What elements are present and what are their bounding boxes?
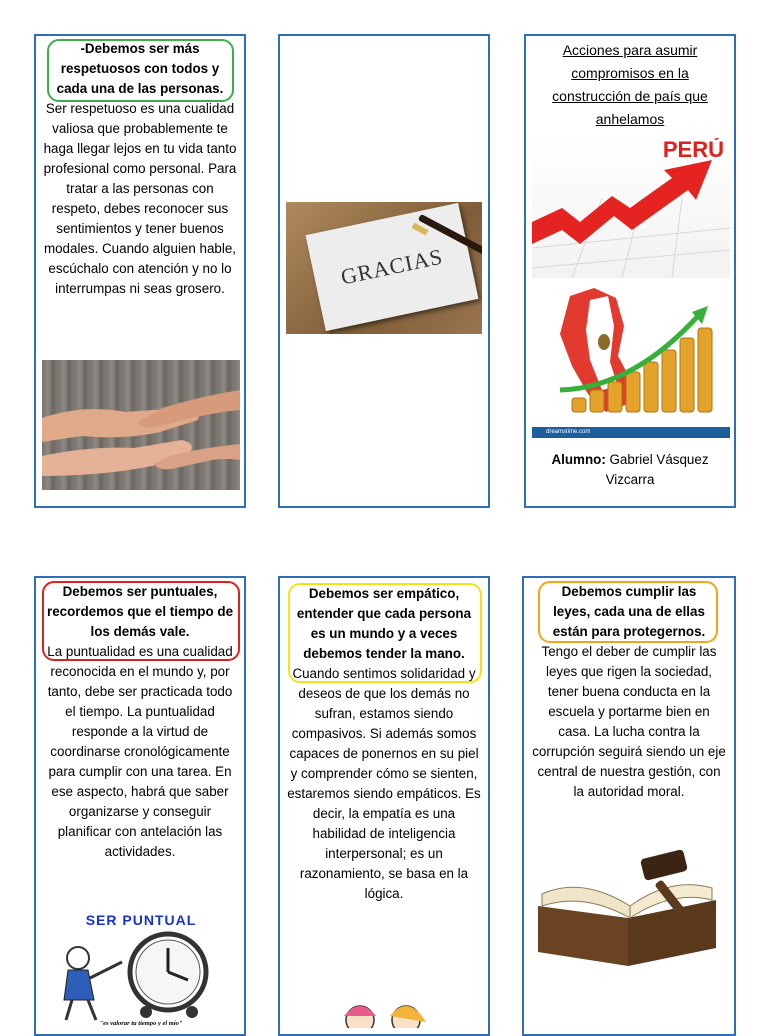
gracias-photo bbox=[286, 202, 482, 334]
gavel-book-image bbox=[532, 848, 728, 978]
author-name: Gabriel Vásquez Vizcarra bbox=[605, 452, 709, 487]
ser-puntual-title: SER PUNTUAL bbox=[85, 912, 197, 928]
heading-highlight-red bbox=[42, 581, 240, 661]
peru-label: PERÚ bbox=[662, 138, 724, 162]
panel-laws bbox=[522, 576, 736, 1036]
hands-illustration bbox=[42, 360, 240, 490]
panel-heading: Debemos ser empático, entender que cada persona es un mundo y a veces debemos tender la mano. bbox=[296, 586, 472, 661]
author-line bbox=[526, 450, 734, 490]
peru-map-coins-illustration bbox=[532, 286, 730, 438]
heading-highlight-yellow bbox=[288, 583, 482, 683]
panel-body: Cuando sentimos solidaridad y deseos de que los demás no sufran, estamos siendo compasivos. Si además somos capaces de ponernos en su piel y comprender cómo se sienten, estaremos siendo empáticos. Es decir, la empatía es una habilidad de inteligencia interpersonal; es un razonamiento, se basa en la lógica. bbox=[287, 666, 481, 901]
panel-body: La puntualidad es una cualidad reconocida en el mundo y, por tanto, debe ser practicada todo el tiempo. La puntualidad responde a la virtud de coordinarse cronológicamente para cumplir con una tarea. En ese aspecto, habrá que saber organizarse y conseguir planificar con antelación las actividades. bbox=[47, 644, 233, 859]
punctual-motto: "es valorar tu tiempo y el mío" bbox=[99, 1020, 183, 1026]
peru-growth-chart-image bbox=[532, 138, 730, 278]
clock-illustration bbox=[42, 928, 240, 1026]
panel-title: Acciones para asumir compromisos en la construcción de país que anhelamos bbox=[552, 42, 708, 127]
author-label: Alumno: bbox=[551, 452, 606, 467]
panel-respect bbox=[34, 34, 246, 508]
gracias-card: GRACIAS bbox=[306, 203, 479, 331]
gavel-book-illustration bbox=[532, 848, 728, 978]
panel-body: Ser respetuoso es una cualidad valiosa que probablemente te haga llegar lejos en tu vida tanto profesional como personal. Para tratar a las personas con respeto, debes reconocer sus sentimientos y tener buenos modales. Cuando alguien hable, escúchalo con atención y no lo interrumpas ni seas grosero. bbox=[43, 101, 237, 296]
panel-heading: -Debemos ser más respetuosos con todos y cada una de las personas. bbox=[56, 41, 224, 96]
heading-highlight-green bbox=[47, 39, 234, 102]
panel-thanks bbox=[278, 34, 490, 508]
heading-highlight-orange bbox=[538, 581, 718, 643]
dreamstime-watermark: dreamstime.com bbox=[532, 427, 730, 438]
punctual-image bbox=[42, 908, 240, 1026]
hands-photo bbox=[42, 360, 240, 490]
empathy-image bbox=[320, 992, 450, 1028]
children-illustration bbox=[320, 992, 450, 1028]
panel-heading: Debemos cumplir las leyes, cada una de ellas están para protegernos. bbox=[552, 584, 706, 639]
panel-heading: Debemos ser puntuales, recordemos que el tiempo de los demás vale. bbox=[46, 584, 234, 639]
panel-empathy bbox=[278, 576, 490, 1036]
panel-punctuality bbox=[34, 576, 246, 1036]
peru-economy-image bbox=[532, 286, 730, 438]
panel-commitments bbox=[524, 34, 736, 508]
panel-body: Tengo el deber de cumplir las leyes que rigen la sociedad, tener buena conducta en la escuela y portarme bien en casa. La lucha contra la corrupción seguirá siendo un eje central de nuestra gestión, con la autoridad moral. bbox=[532, 644, 726, 799]
